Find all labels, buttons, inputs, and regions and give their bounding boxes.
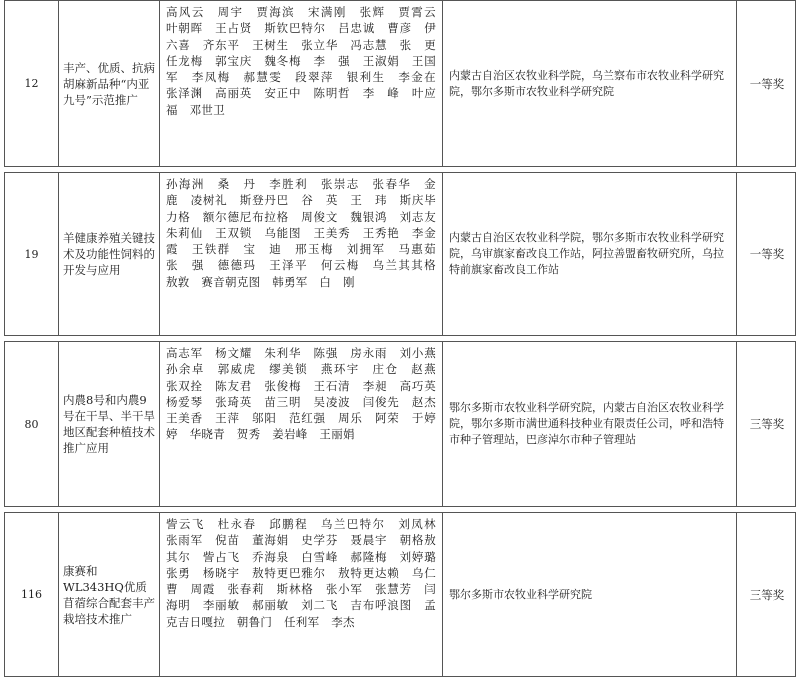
- row-number: 19: [5, 173, 59, 335]
- project-name-text: 羊健康养殖关键技术及功能性饲料的开发与应用: [63, 231, 155, 277]
- organization-text: 内蒙古自治区农牧业科学院，乌兰察布市农牧业科学研究院，鄂尔多斯市农牧业科学研究院: [449, 68, 724, 98]
- project-name-text: 内農8号和内農9号在干旱、半干旱地区配套种植技术推广应用: [63, 393, 155, 455]
- table-row: [4, 172, 796, 336]
- organization: [443, 513, 737, 676]
- award-level: 三等奖: [749, 587, 785, 602]
- project-name: [59, 1, 160, 166]
- organization: [443, 342, 737, 506]
- row-number: 12: [5, 1, 59, 166]
- table-row: [4, 341, 796, 507]
- project-name: [59, 173, 160, 335]
- personnel-list: 高志军 杨文耀 朱利华 陈强 房永雨 刘小燕 孙余卓 郭威虎 缪美锁 燕环宇 庄仓 赵燕 张双拴 陈友君 张俊梅 王石清 李昶 高巧英 杨爱琴 张琦英 苗三明 吴凌波 闫俊先 赵杰 王美香 王萍 邬阳 范红强 周乐 阿荣 于婷 婷 华晓青 贺秀 姜岩峰 王丽娟: [160, 342, 443, 506]
- row-number: 80: [5, 342, 59, 506]
- award-level: 一等奖: [749, 76, 785, 91]
- personnel-list: 高风云 周宇 贾海滨 宋满刚 张辉 贾霄云 叶朝晖 王占贤 斯钦巴特尔 吕忠诚 曹彦 伊六喜 齐东平 王树生 张立华 冯志慧 张 更 任龙梅 郭宝庆 魏冬梅 李 强 王淑娟 王国军 李凤梅 郝慧雯 段翠萍 银利生 李金在 张泽渊 高丽英 安正中 陈明哲 李 峰 叶应福 邓世卫: [160, 1, 443, 166]
- table-row: [4, 512, 796, 677]
- project-name: [59, 513, 160, 676]
- row-number: 116: [5, 513, 59, 676]
- organization: [443, 1, 737, 166]
- project-name-text: 丰产、优质、抗病胡麻新品种“内亚九号”示范推广: [63, 60, 155, 107]
- award-level: 三等奖: [749, 417, 785, 431]
- personnel-list: 訾云飞 杜永春 邱鹏程 乌兰巴特尔 刘凤林 张雨军 倪苗 董海娟 史学芬 聂晨宇 朝格敖其尔 訾占飞 乔海泉 白雪峰 郝隆梅 刘婷璐 张勇 杨晓宇 敖特更巴雅尔 敖特更达赖 乌仁曹 周霞 张春莉 斯林格 张小军 张慧芳 闫海明 李丽敏 郝丽敏 刘二飞 吉布呼浪图 孟克吉日嘎拉 朝鲁门 任利军 李杰: [160, 513, 443, 676]
- organization-text: 鄂尔多斯市农牧业科学研究院: [449, 587, 592, 601]
- project-name-text: 康赛和WL343HQ优质苜蓿综合配套丰产栽培技术推广: [63, 563, 155, 626]
- personnel-list: 孙海洲 桑 丹 李胜利 张崇志 张春华 金 鹿 凌树礼 斯登丹巴 谷 英 王 玮 斯庆毕力格 额尔德尼布拉格 周俊文 魏银鸿 刘志友 朱莉仙 王双锁 乌能图 王美秀 王秀艳 李金 霞 王铁群 宝 迪 邢玉梅 刘拥军 马惠茹 张 强 德德玛 王泽平 何云梅 乌兰其其格 敖敦 赛音朝克图 韩勇军 白 刚: [160, 173, 443, 335]
- table-row: [4, 0, 796, 167]
- project-name: [59, 342, 160, 506]
- award-level: 一等奖: [749, 247, 785, 261]
- organization-text: 内蒙古自治区农牧业科学院，鄂尔多斯市农牧业科学研究院，乌审旗家畜改良工作站，阿拉善盟畜牧研究所，乌拉特前旗家畜改良工作站: [449, 231, 724, 276]
- organization: [443, 173, 737, 335]
- organization-text: 鄂尔多斯市农牧业科学研究院，内蒙古自治区农牧业科学院，鄂尔多斯市满世通科技种业有限责任公司，呼和浩特市种子管理站，巴彦淖尔市种子管理站: [449, 401, 724, 446]
